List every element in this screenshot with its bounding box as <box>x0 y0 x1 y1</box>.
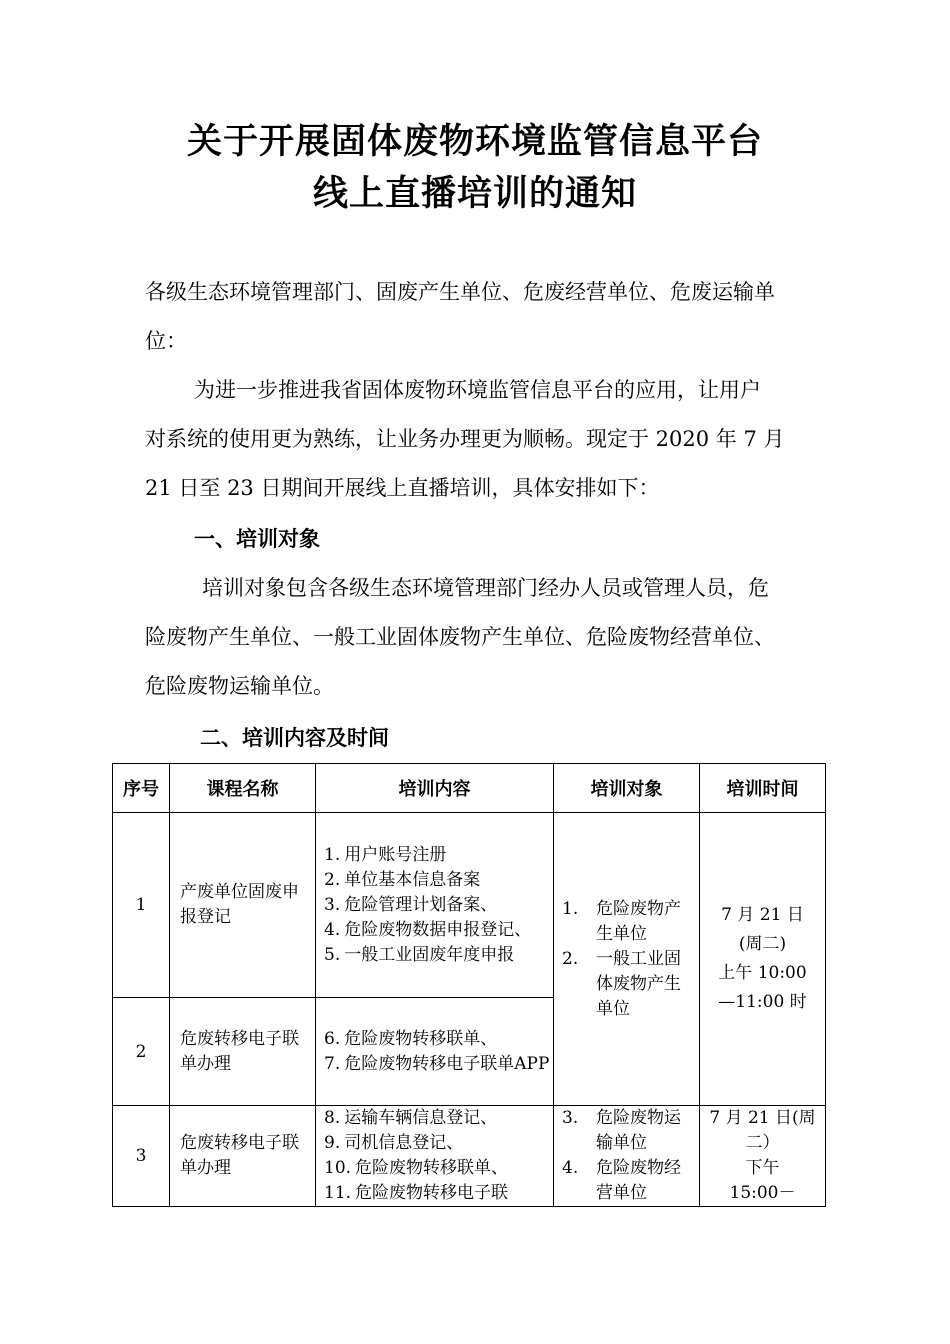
intro-line3: 21 日至 23 日期间开展线上直播培训，具体安排如下： <box>145 476 660 500</box>
time-line: (周二) <box>738 934 787 954</box>
list-item: 8. 运输车辆信息登记、 <box>324 1108 498 1128</box>
list-item: 4. 危险废物经营单位 <box>562 1158 681 1203</box>
document-title-line1: 关于开展固体废物环境监管信息平台 <box>186 122 763 162</box>
row1-course-name: 产废单位固废申报登记 <box>170 813 316 998</box>
time-line: 上午 10:00 <box>718 963 807 983</box>
intro-line1: 为进一步推进我省固体废物环境监管信息平台的应用，让用户 <box>194 378 761 402</box>
list-item: 2. 单位基本信息备案 <box>324 869 481 890</box>
document-title-line2: 线上直播培训的通知 <box>312 174 637 214</box>
list-item: 2. 一般工业固体废物产生单位 <box>562 948 681 1019</box>
salutation <box>145 268 815 366</box>
table-row <box>113 1106 826 1207</box>
header-index: 序号 <box>113 764 170 813</box>
list-item: 5. 一般工业固废年度申报 <box>324 944 515 965</box>
header-course-name: 课程名称 <box>170 764 316 813</box>
training-schedule-table <box>112 763 826 1207</box>
table-header-row <box>113 764 826 813</box>
salutation-line1: 各级生态环境管理部门、固废产生单位、危废经营单位、危废运输单 <box>145 280 775 304</box>
header-content: 培训内容 <box>316 764 554 813</box>
row1-content <box>316 813 554 998</box>
list-item: 6. 危险废物转移联单、 <box>324 1028 498 1049</box>
time-line: 下午 <box>745 1158 780 1178</box>
section1-line2: 险废物产生单位、一般工业固体废物产生单位、危险废物经营单位、 <box>145 625 775 649</box>
list-item: 11. 危险废物转移电子联 <box>324 1183 509 1203</box>
section1-line3: 危险废物运输单位。 <box>145 674 334 698</box>
list-item: 3. 危险管理计划备案、 <box>324 894 498 915</box>
group-b-targets <box>554 1106 700 1207</box>
header-time: 培训时间 <box>700 764 826 813</box>
list-item: 3. 危险废物运输单位 <box>562 1108 681 1153</box>
row3-course-name: 危废转移电子联单办理 <box>170 1106 316 1207</box>
row1-index: 1 <box>113 813 170 998</box>
list-item: 1. 危险废物产生单位 <box>562 898 681 944</box>
intro-line2: 对系统的使用更为熟练，让业务办理更为顺畅。现定于 2020 年 7 月 <box>145 427 785 451</box>
intro-paragraph <box>145 366 815 513</box>
group-a-targets <box>554 813 700 1106</box>
list-item: 9. 司机信息登记、 <box>324 1133 464 1153</box>
table-row <box>113 813 826 998</box>
section2-heading: 二、培训内容及时间 <box>200 726 389 750</box>
section1-paragraph <box>145 564 815 711</box>
time-line: 15:00－ <box>729 1183 796 1203</box>
section1-heading: 一、培训对象 <box>194 527 320 551</box>
group-b-time <box>700 1106 826 1207</box>
list-item: 10. 危险废物转移联单、 <box>324 1158 509 1178</box>
time-line: 7 月 21 日(周 <box>709 1108 816 1128</box>
list-item: 1. 用户账号注册 <box>324 844 447 865</box>
row2-course-name: 危废转移电子联单办理 <box>170 998 316 1106</box>
list-item: 4. 危险废物数据申报登记、 <box>324 919 532 940</box>
section1-line1: 培训对象包含各级生态环境管理部门经办人员或管理人员，危 <box>202 576 769 600</box>
time-line: —11:00 时 <box>718 992 807 1012</box>
row3-content <box>316 1106 554 1207</box>
salutation-line2: 位： <box>145 329 187 353</box>
row2-index: 2 <box>113 998 170 1106</box>
row3-index: 3 <box>113 1106 170 1207</box>
row2-content <box>316 998 554 1106</box>
group-a-time <box>700 813 826 1106</box>
time-line: 7 月 21 日 <box>721 905 804 925</box>
header-target: 培训对象 <box>554 764 700 813</box>
list-item: 7. 危险废物转移电子联单APP <box>324 1053 550 1074</box>
time-line: 二） <box>745 1133 780 1153</box>
